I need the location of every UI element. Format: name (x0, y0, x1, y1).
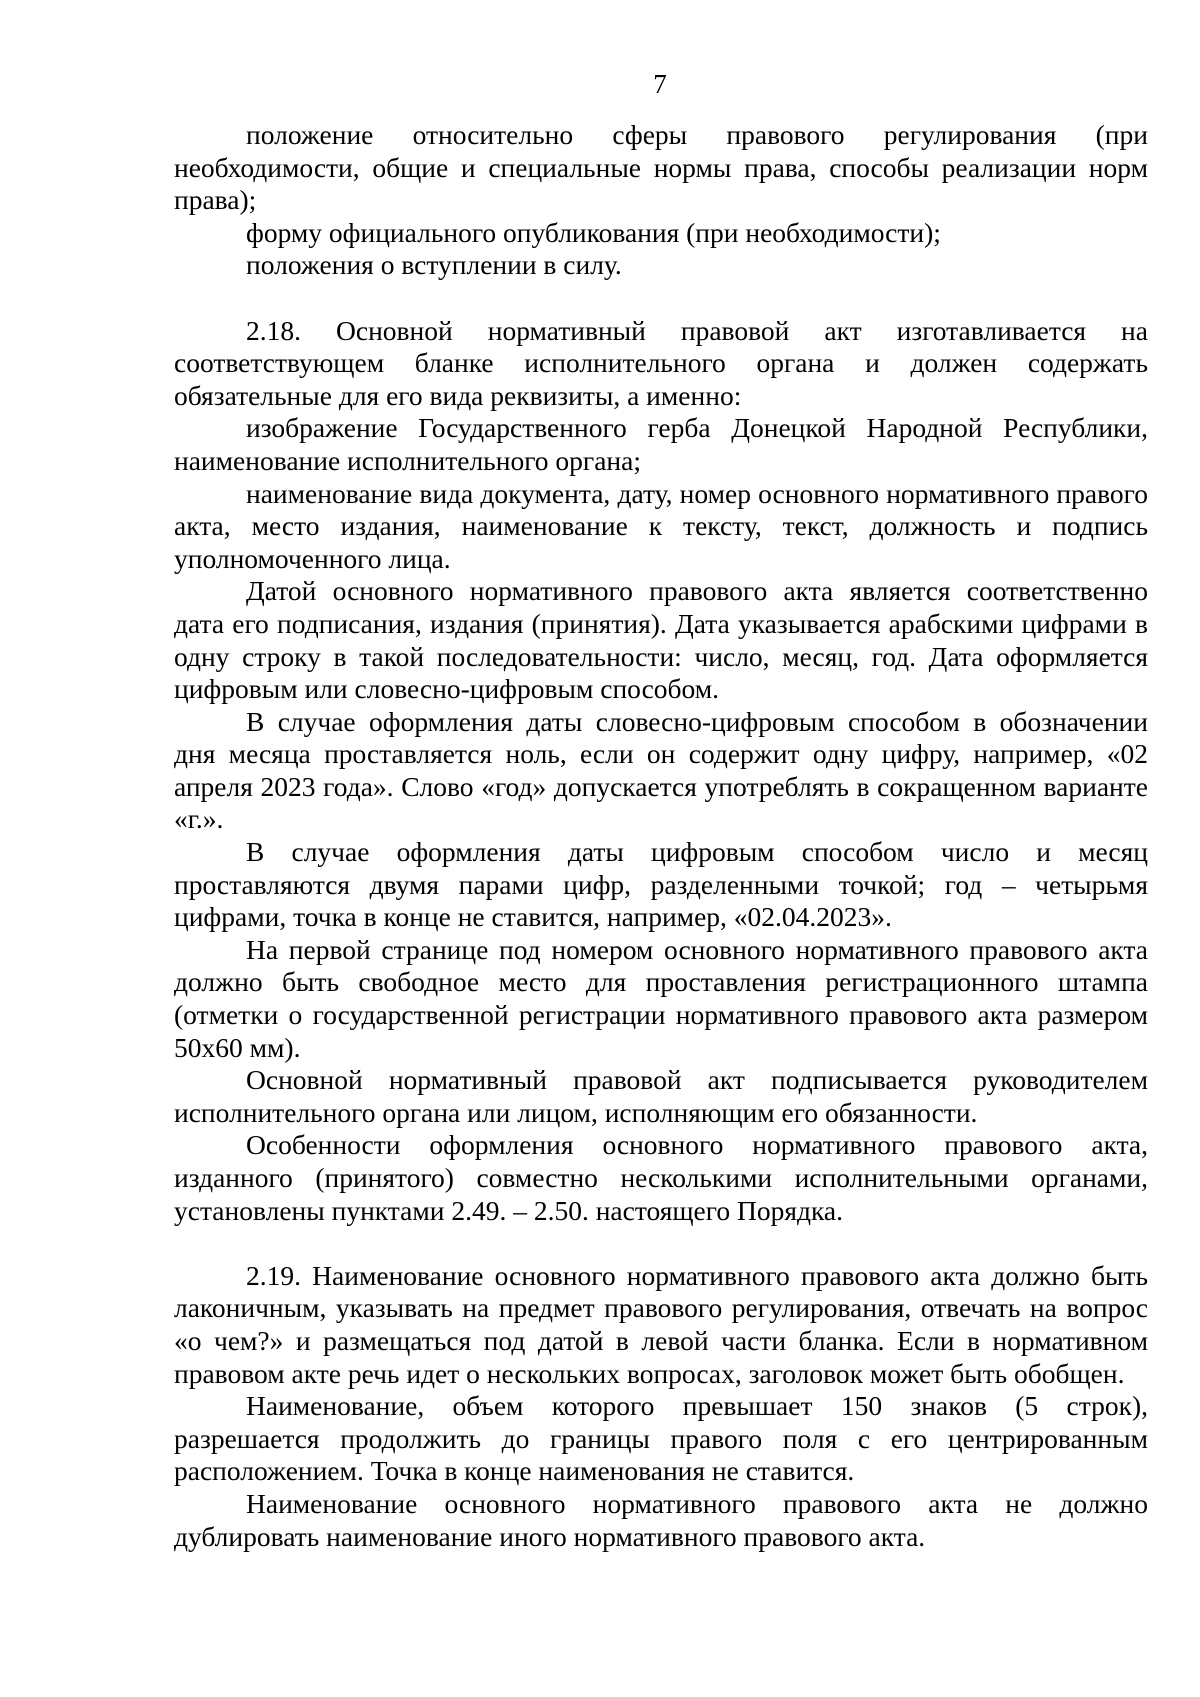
paragraph-registration-stamp: На первой странице под номером основного нормативного правового акта должно быть свободное место для проставления регистрационного штампа (отметки о государственной регистрации нормативного правового акта размером 50х60 мм). (174, 933, 1148, 1063)
paragraph-publication-form: форму официального опубликования (при необходимости); (246, 216, 941, 248)
paragraph-entry-into-force: положения о вступлении в силу. (246, 249, 622, 281)
document-body (174, 119, 1148, 1553)
paragraph-legal-position: положение относительно сферы правового регулирования (при необходимости, общие и специальные нормы права, способы реализации норм права); (174, 119, 1148, 216)
paragraph-numeric-date: В случае оформления даты цифровым способом число и месяц проставляются двумя парами цифр, разделенными точкой; год – четырьмя цифрами, точка в конце не ставится, например, «02.04.2023». (174, 836, 1148, 933)
paragraph-title-uniqueness: Наименование основного нормативного правового акта не должно дублировать наименование иного нормативного правового акта. (174, 1487, 1148, 1552)
section-2-18-heading-paragraph: 2.18. Основной нормативный правовой акт изготавливается на соответствующем бланке исполнительного органа и должен содержать обязательные для его вида реквизиты, а именно: (174, 314, 1148, 411)
paragraph-joint-acts: Особенности оформления основного нормативного правового акта, изданного (принятого) совместно несколькими исполнительными органами, установлены пунктами 2.49. – 2.50. настоящего Порядка. (174, 1129, 1148, 1226)
page-number: 7 (653, 69, 667, 99)
paragraph-act-date: Датой основного нормативного правового акта является соответственно дата его подписания, издания (принятия). Дата указывается арабскими цифрами в одну строку в такой последовательности: число, месяц, год. Дата оформляется цифровым или словесно-цифровым способом. (174, 575, 1148, 705)
paragraph-title-length: Наименование, объем которого превышает 150 знаков (5 строк), разрешается продолжить до границы правого поля с его центрированным расположением. Точка в конце наименования не ставится. (174, 1390, 1148, 1487)
section-2-19-heading-paragraph: 2.19. Наименование основного нормативного правового акта должно быть лаконичным, указывать на предмет правового регулирования, отвечать на вопрос «о чем?» и размещаться под датой в левой части бланка. Если в нормативном правовом акте речь идет о нескольких вопросах, заголовок может быть обобщен. (174, 1259, 1148, 1389)
paragraph-coat-of-arms: изображение Государственного герба Донецкой Народной Республики, наименование исполнительного органа; (174, 412, 1148, 476)
paragraph-document-type-requisites: наименование вида документа, дату, номер основного нормативного правого акта, место издания, наименование к тексту, текст, должность и подпись уполномоченного лица. (174, 477, 1148, 574)
paragraph-signature: Основной нормативный правовой акт подписывается руководителем исполнительного органа или лицом, исполняющим его обязанности. (174, 1064, 1148, 1128)
paragraph-verbal-numeric-date: В случае оформления даты словесно-цифровым способом в обозначении дня месяца проставляется ноль, если он содержит одну цифру, например, «02 апреля 2023 года». Слово «год» допускается употреблять в сокращенном варианте «г.». (174, 705, 1148, 835)
